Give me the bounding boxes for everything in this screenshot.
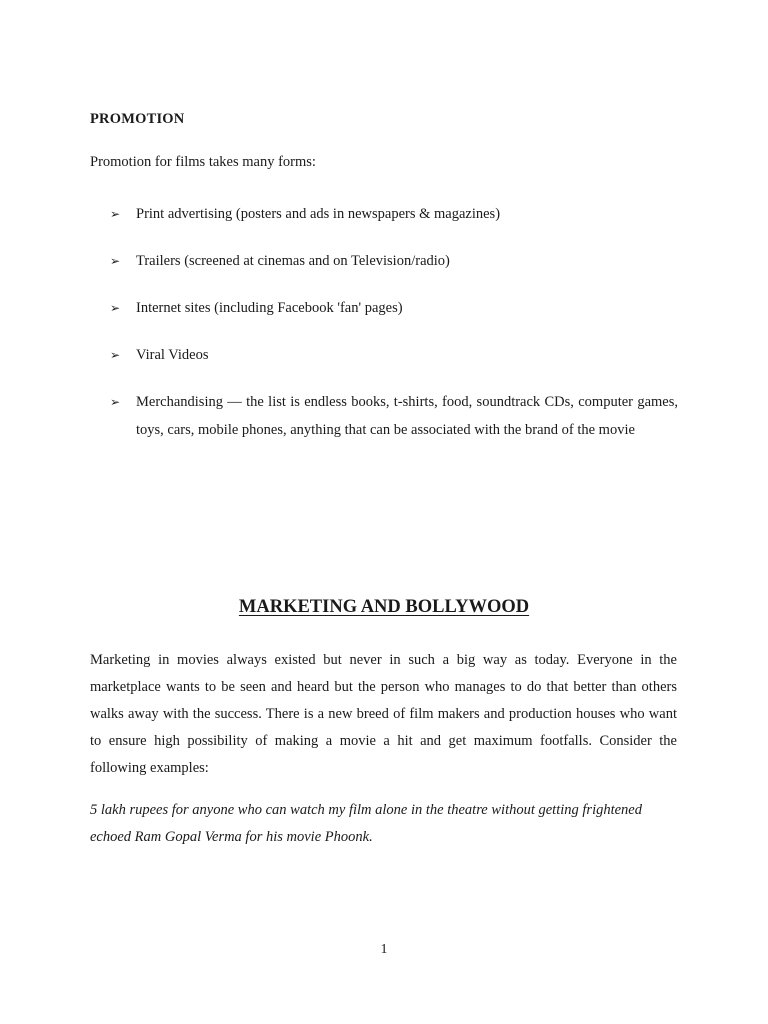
list-item [110, 201, 678, 229]
section-heading-promotion: PROMOTION [90, 111, 185, 127]
list-item [110, 342, 678, 370]
arrow-bullet-icon: ➢ [110, 254, 121, 268]
arrow-bullet-icon: ➢ [110, 348, 121, 362]
list-item [110, 389, 678, 444]
arrow-bullet-icon: ➢ [110, 395, 121, 409]
list-item [110, 248, 678, 276]
list-item-text: Trailers (screened at cinemas and on Television/radio) [136, 253, 450, 269]
arrow-bullet-icon: ➢ [110, 207, 121, 221]
list-item-text: Viral Videos [136, 347, 209, 363]
promotion-intro: Promotion for films takes many forms: [90, 154, 316, 170]
marketing-paragraph: Marketing in movies always existed but never in such a big way as today. Everyone in the marketplace wants to be seen and heard but the person who manages to do that better than others walks away with the success. There is a new breed of film makers and production houses who want to ensure high possibility of making a movie a hit and get maximum footfalls. Consider the following examples: [90, 652, 677, 776]
promotion-bullet-list [110, 201, 678, 464]
list-item-text: Merchandising — the list is endless books, t-shirts, food, soundtrack CDs, computer games, toys, cars, mobile phones, anything that can be associated with the brand of the movie [136, 394, 678, 438]
page-number: 1 [380, 942, 388, 957]
arrow-bullet-icon: ➢ [110, 301, 121, 315]
list-item-text: Print advertising (posters and ads in newspapers & magazines) [136, 206, 501, 222]
list-item-text: Internet sites (including Facebook 'fan' pages) [136, 300, 403, 316]
section-title-marketing-bollywood: MARKETING AND BOLLYWOOD [238, 597, 530, 617]
list-item [110, 295, 678, 323]
quote-paragraph: 5 lakh rupees for anyone who can watch my film alone in the theatre without getting frightened echoed Ram Gopal Verma for his movie Phoonk. [90, 802, 642, 845]
